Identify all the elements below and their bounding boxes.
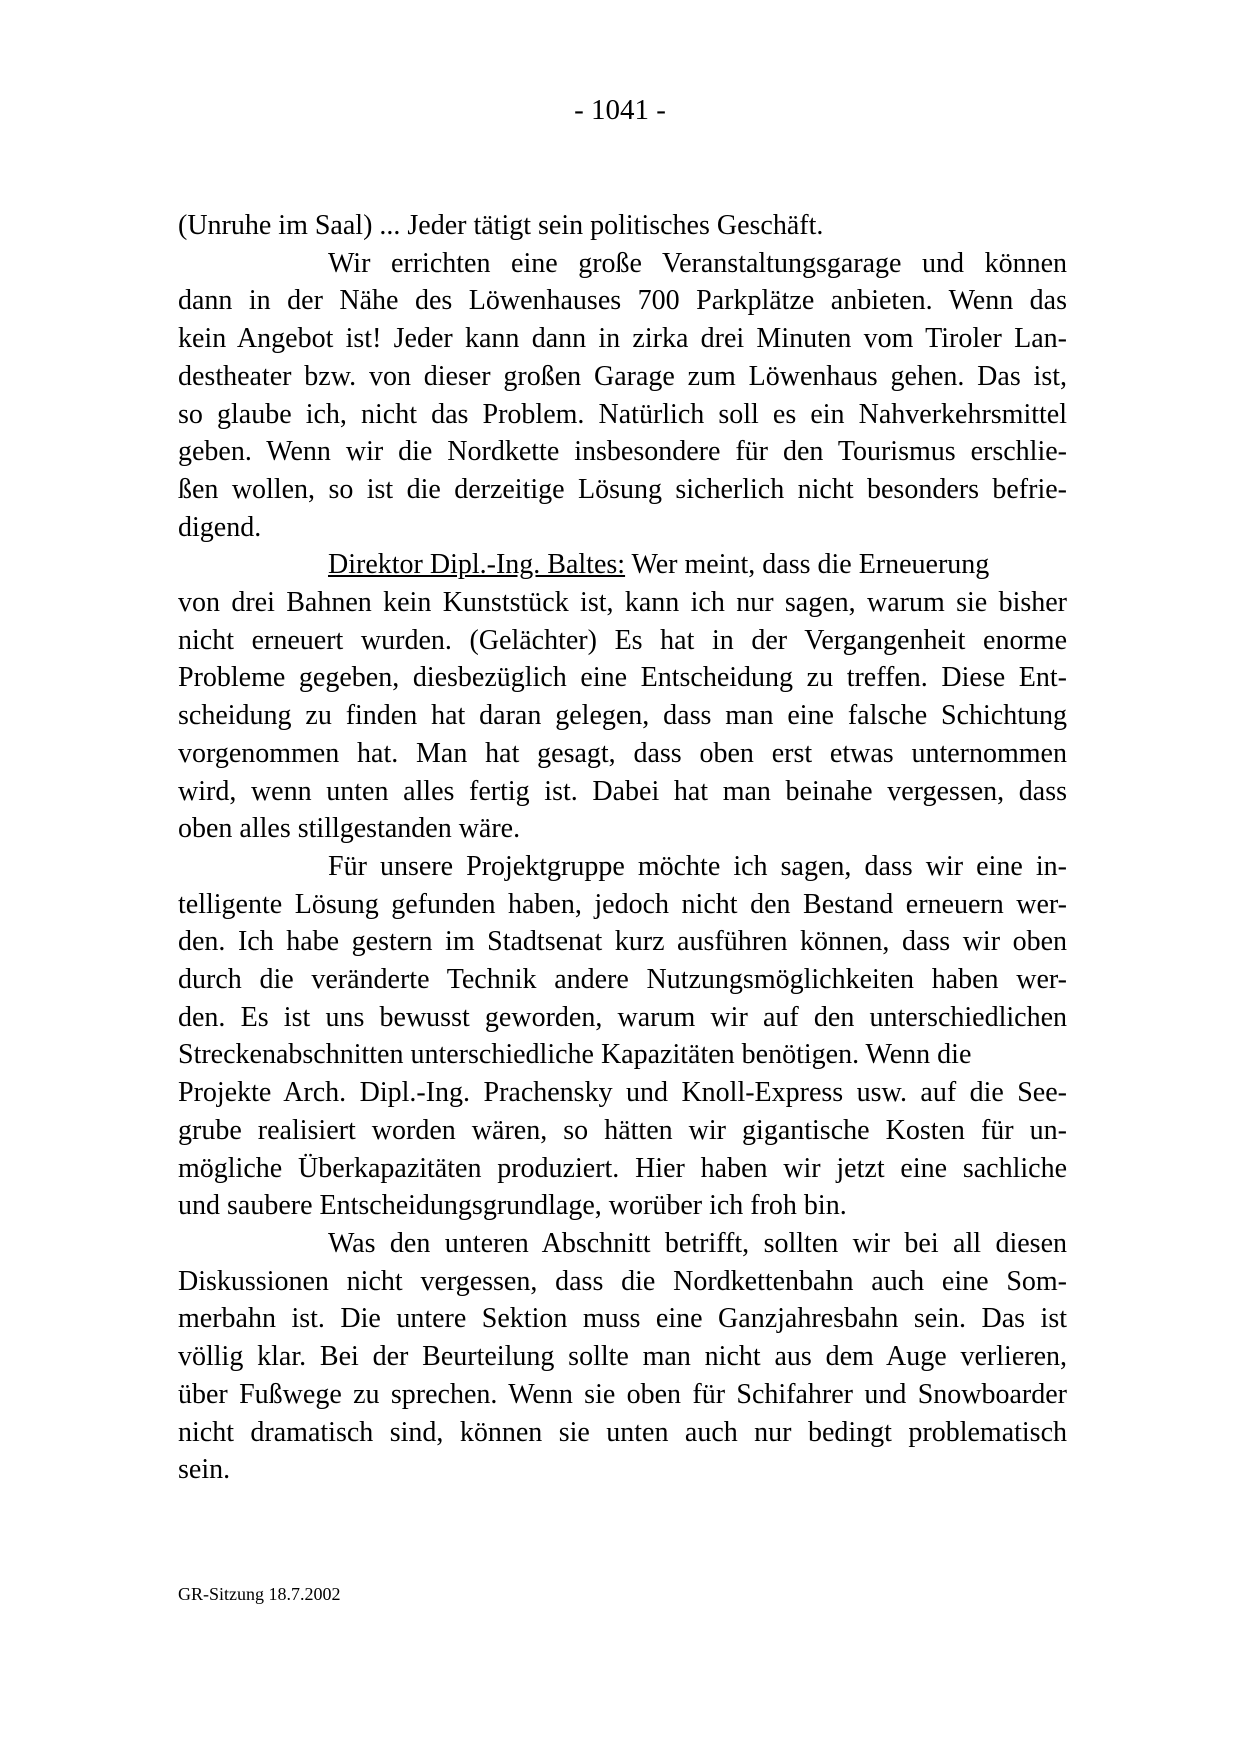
speaker-name: Direktor Dipl.-Ing. Baltes: xyxy=(328,549,626,581)
text-line: wird, wenn unten alles fertig ist. Dabei hat man beinahe vergessen, dass xyxy=(178,775,1067,807)
text-line: ßen wollen, so ist die derzeitige Lösung sicherlich nicht besonders befrie- xyxy=(178,473,1067,505)
page-footer: GR-Sitzung 18.7.2002 xyxy=(178,1584,341,1604)
text-line: über Fußwege zu sprechen. Wenn sie oben für Schifahrer und Snowboarder xyxy=(178,1378,1067,1410)
text-line: Diskussionen nicht vergessen, dass die Nordkettenbahn auch eine Som- xyxy=(178,1265,1067,1297)
text-line: völlig klar. Bei der Beurteilung sollte man nicht aus dem Auge verlieren, xyxy=(178,1341,1067,1373)
text-line: Für unsere Projektgruppe möchte ich sagen, dass wir eine in- xyxy=(328,850,1067,882)
text-line: (Unruhe im Saal) ... Jeder tätigt sein politisches Geschäft. xyxy=(178,210,824,241)
text-line: grube realisiert worden wären, so hätten wir gigantische Kosten für un- xyxy=(178,1114,1067,1146)
text-line: telligente Lösung gefunden haben, jedoch nicht den Bestand erneuern wer- xyxy=(178,888,1067,920)
text-line: nicht dramatisch sind, können sie unten auch nur bedingt problematisch xyxy=(178,1416,1067,1448)
text-line: sein. xyxy=(178,1454,231,1486)
text-line: den. Es ist uns bewusst geworden, warum wir auf den unterschiedlichen xyxy=(178,1001,1067,1033)
text-line xyxy=(178,546,1067,584)
text-line: nicht erneuert wurden. (Gelächter) Es hat in der Vergangenheit enorme xyxy=(178,624,1067,656)
text-line: Was den unteren Abschnitt betrifft, sollten wir bei all diesen xyxy=(328,1227,1067,1259)
document-body xyxy=(178,207,1067,1489)
text-line: durch die veränderte Technik andere Nutzungsmöglichkeiten haben wer- xyxy=(178,964,1067,996)
text-line: vorgenommen hat. Man hat gesagt, dass oben erst etwas unternommen xyxy=(178,737,1067,769)
text-line: so glaube ich, nicht das Problem. Natürlich soll es ein Nahverkehrsmittel xyxy=(178,398,1067,430)
text-line: merbahn ist. Die untere Sektion muss eine Ganzjahresbahn sein. Das ist xyxy=(178,1303,1067,1335)
text-line: destheater bzw. von dieser großen Garage zum Löwenhaus gehen. Das ist, xyxy=(178,360,1067,392)
text-line: dann in der Nähe des Löwenhauses 700 Parkplätze anbieten. Wenn das xyxy=(178,285,1067,317)
page-number: - 1041 - xyxy=(574,94,666,126)
text-line: Wir errichten eine große Veranstaltungsgarage und können xyxy=(328,247,1067,279)
text-line: und saubere Entscheidungsgrundlage, worüber ich froh bin. xyxy=(178,1190,847,1222)
text-line: digend. xyxy=(178,511,262,543)
text-line: oben alles stillgestanden wäre. xyxy=(178,813,521,845)
text-line: kein Angebot ist! Jeder kann dann in zirka drei Minuten vom Tiroler Lan- xyxy=(178,323,1067,355)
text-line: mögliche Überkapazitäten produziert. Hier haben wir jetzt eine sachliche xyxy=(178,1152,1067,1184)
text-line: geben. Wenn wir die Nordkette insbesondere für den Tourismus erschlie- xyxy=(178,436,1067,468)
text-line: Probleme gegeben, diesbezüglich eine Entscheidung zu treffen. Diese Ent- xyxy=(178,662,1067,694)
text-line: von drei Bahnen kein Kunststück ist, kann ich nur sagen, warum sie bisher xyxy=(178,587,1067,619)
text-line: Projekte Arch. Dipl.-Ing. Prachensky und Knoll-Express usw. auf die See- xyxy=(178,1077,1067,1109)
speaker-statement-start: Wer meint, dass die Erneuerung xyxy=(625,549,990,581)
text-line: Streckenabschnitten unterschiedliche Kapazitäten benötigen. Wenn die xyxy=(178,1039,972,1071)
text-line: den. Ich habe gestern im Stadtsenat kurz ausführen können, dass wir oben xyxy=(178,926,1067,958)
text-line: scheidung zu finden hat daran gelegen, dass man eine falsche Schichtung xyxy=(178,700,1067,732)
